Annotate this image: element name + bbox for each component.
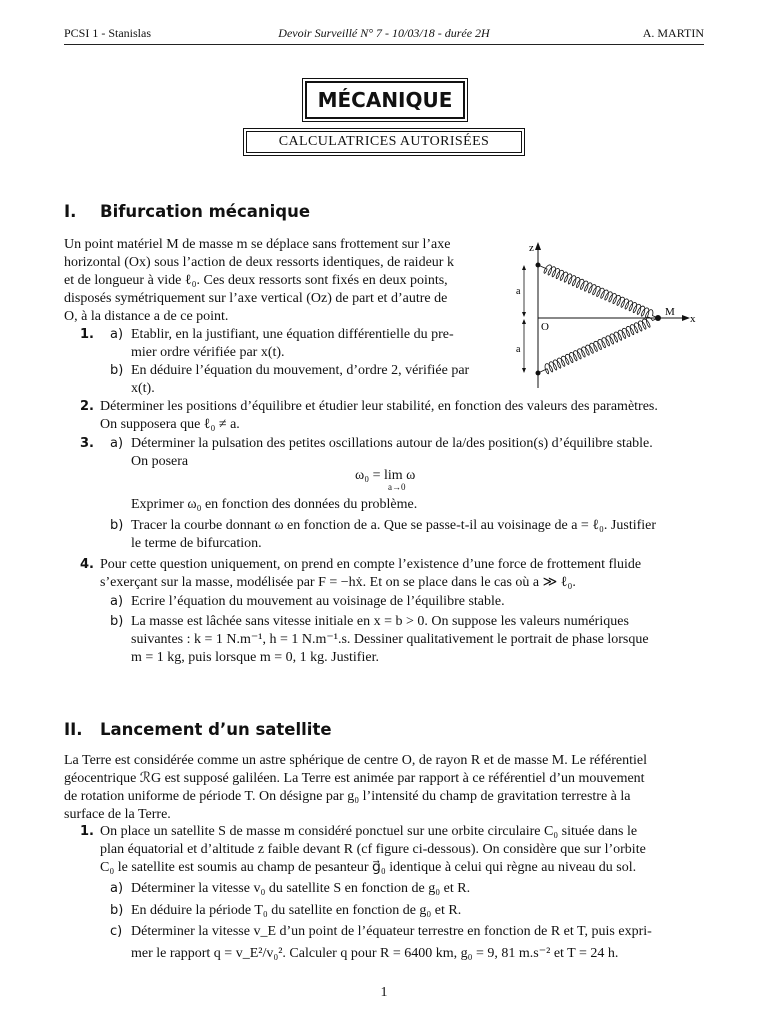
- dimension-a-bottom: a: [516, 344, 521, 355]
- question-4b-label: b): [110, 614, 124, 629]
- q-line: Déterminer les positions d’équilibre et étudier leur stabilité, en fonction des valeurs des paramètres.: [100, 399, 658, 414]
- q-line: Pour cette question uniquement, on prend en compte l’existence d’une force de frottement fluide: [100, 557, 642, 572]
- question-4b: [131, 613, 704, 667]
- limit-subscript: a→0: [388, 482, 406, 492]
- x-axis-arrow: [682, 315, 690, 321]
- mass-point: [655, 315, 661, 321]
- q-line: Etablir, en la justifiant, une équation différentielle du pre-: [131, 327, 454, 342]
- q-line: On place un satellite S de masse m considéré ponctuel sur une orbite circulaire C₀ située dans le: [100, 824, 638, 839]
- q-line: On supposera que ℓ₀ ≠ a.: [100, 417, 240, 432]
- q-line: mer le rapport q = v_E²/v₀². Calculer q pour R = 6400 km, g₀ = 9, 81 m.s⁻² et T = 24 h.: [131, 946, 619, 961]
- q-line: Tracer la courbe donnant ω en fonction de a. Que se passe-t-il au voisinage de a = ℓ₀. Justifier: [131, 518, 657, 533]
- question-3a: [131, 435, 704, 471]
- intro-line: horizontal (Ox) sous l’action de deux ressorts identiques, de raideur k: [64, 255, 454, 270]
- intro-line: Un point matériel M de masse m se déplace sans frottement sur l’axe: [64, 237, 451, 252]
- s2-question-1a-label: a): [110, 881, 124, 896]
- intro-line: géocentrique ℛG est supposé galiléen. La Terre est animée par rapport à ce référentiel d’un mouvement: [64, 771, 645, 786]
- section-2-title: Lancement d’un satellite: [100, 720, 332, 739]
- intro-line: disposés symétriquement sur l’axe vertical (Oz) de part et d’autre de: [64, 291, 448, 306]
- q-line: On posera: [131, 454, 189, 469]
- question-3a-label: a): [110, 436, 124, 451]
- question-3b: [131, 517, 704, 553]
- question-2: [100, 398, 704, 434]
- intro-line: de rotation uniforme de période T. On désigne par g₀ l’intensité du champ de gravitation terrestre à la: [64, 789, 631, 804]
- header-class: PCSI 1 - Stanislas: [64, 26, 152, 40]
- spring-top: [538, 265, 658, 318]
- section-2-intro: [64, 752, 704, 824]
- question-1a-label: a): [110, 327, 124, 342]
- s2-question-1b: En déduire la période T₀ du satellite en fonction de g₀ et R.: [131, 903, 462, 918]
- dimension-arrow: [522, 312, 526, 317]
- spring-system-figure: [508, 238, 704, 390]
- intro-line: O, à la distance a de ce point.: [64, 309, 229, 324]
- q-line: x(t).: [131, 381, 155, 396]
- question-1a: [131, 326, 499, 362]
- dimension-arrow: [522, 265, 526, 270]
- q-line: La masse est lâchée sans vitesse initiale en x = b > 0. On suppose les valeurs numériques: [131, 614, 629, 629]
- s2-question-1: [100, 823, 704, 877]
- z-axis-arrow: [535, 242, 541, 250]
- q-line: m = 1 kg, puis lorsque m = 0, 1 kg. Justifier.: [131, 650, 379, 665]
- intro-line: La Terre est considérée comme un astre sphérique de centre O, de rayon R et de masse M. Le référentiel: [64, 753, 648, 768]
- page-title: MÉCANIQUE: [305, 81, 465, 119]
- question-1b: [131, 362, 499, 398]
- s2-question-1a: Déterminer la vitesse v₀ du satellite S en fonction de g₀ et R.: [131, 881, 471, 896]
- intro-line: surface de la Terre.: [64, 807, 171, 822]
- s2-question-1c: [131, 923, 704, 963]
- x-axis-label: x: [690, 313, 696, 325]
- q-line: mier ordre vérifiée par x(t).: [131, 345, 285, 360]
- q-line: Déterminer la pulsation des petites oscillations autour de la/des position(s) d’équilibre stable.: [131, 436, 653, 451]
- page-number: 1: [380, 985, 388, 1000]
- section-1-title: Bifurcation mécanique: [100, 202, 311, 221]
- question-4: [100, 556, 704, 592]
- z-axis-label: z: [529, 242, 534, 254]
- question-4a: Ecrire l’équation du mouvement au voisinage de l’équilibre stable.: [131, 594, 505, 609]
- question-2-number: 2.: [80, 399, 94, 414]
- question-4-number: 4.: [80, 557, 94, 572]
- intro-line: et de longueur à vide ℓ₀. Ces deux ressorts sont fixés en deux points,: [64, 273, 448, 288]
- question-3-number: 3.: [80, 436, 94, 451]
- dimension-arrow: [522, 319, 526, 324]
- question-3b-label: b): [110, 518, 124, 533]
- omega0-equation: ω₀ = lim ω: [355, 468, 416, 483]
- section-2-number: II.: [64, 720, 83, 739]
- question-3a-after: Exprimer ω₀ en fonction des données du problème.: [131, 497, 418, 512]
- dimension-a-top: a: [516, 286, 521, 297]
- s2-question-1b-label: b): [110, 903, 124, 918]
- q-line: plan équatorial et d’altitude z faible devant R (cf figure ci-dessous). On considère que sur l’orbite: [100, 842, 646, 857]
- mass-label: M: [665, 306, 675, 318]
- origin-label: O: [541, 321, 549, 333]
- dimension-arrow: [522, 368, 526, 373]
- q-line: le terme de bifurcation.: [131, 536, 262, 551]
- spring-bottom: [538, 317, 658, 374]
- s2-question-1c-label: c): [110, 924, 123, 939]
- header-author: A. MARTIN: [642, 26, 704, 40]
- q-line: suivantes : k = 1 N.m⁻¹, h = 1 N.m⁻¹.s. Dessiner qualitativement le portrait de phase lorsque: [131, 632, 649, 647]
- q-line: s’exerçant sur la masse, modélisée par F = −hẋ. Et on se place dans le cas où a ≫ ℓ₀.: [100, 575, 576, 590]
- section-1-intro: [64, 236, 500, 326]
- question-1b-label: b): [110, 363, 124, 378]
- section-2-heading: [64, 720, 332, 739]
- q-line: En déduire l’équation du mouvement, d’ordre 2, vérifiée par: [131, 363, 470, 378]
- section-1-number: I.: [64, 202, 77, 221]
- section-1-heading: [64, 202, 310, 221]
- q-line: Déterminer la vitesse v_E d’un point de l’équateur terrestre en fonction de R et T, puis expri-: [131, 924, 652, 939]
- q-line: C₀ le satellite est soumis au champ de pesanteur g⃗₀ identique à celui qui règne au niveau du sol.: [100, 860, 637, 875]
- question-1-number: 1.: [80, 327, 94, 342]
- question-4a-label: a): [110, 594, 124, 609]
- s2-question-1-number: 1.: [80, 824, 94, 839]
- header-exam-info: Devoir Surveillé N° 7 - 10/03/18 - durée 2H: [278, 26, 490, 40]
- calculator-notice: CALCULATRICES AUTORISÉES: [246, 131, 522, 153]
- page-header: [64, 26, 704, 44]
- header-rule: [64, 44, 704, 45]
